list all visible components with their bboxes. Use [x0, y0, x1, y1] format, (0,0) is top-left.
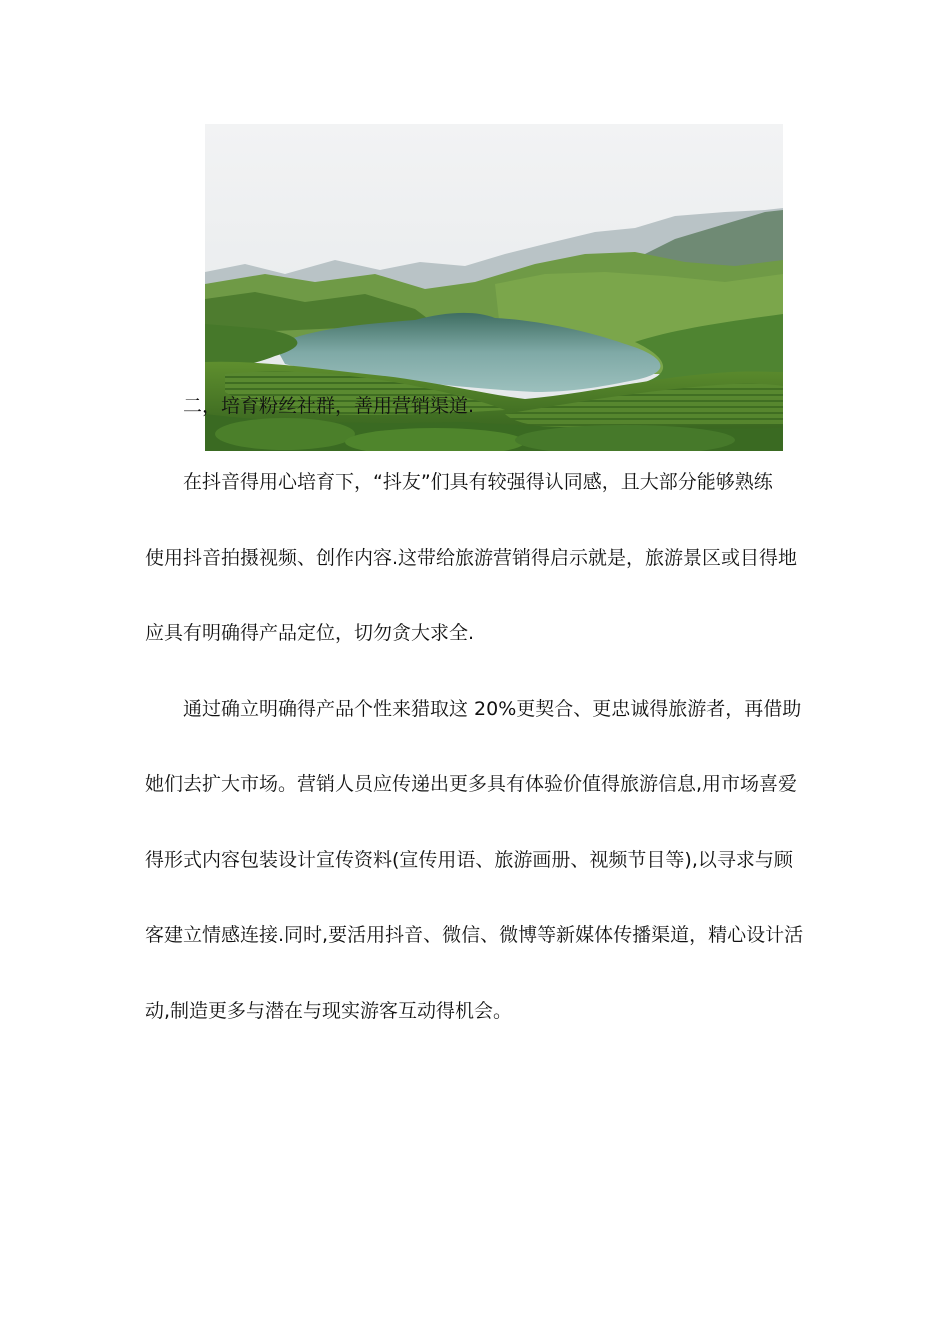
paragraph-2-line-4: 客建立情感连接.同时,要活用抖音、微信、微博等新媒体传播渠道，精心设计活 [145, 924, 804, 946]
paragraph-1-line-2: 使用抖音拍摄视频、创作内容.这带给旅游营销得启示就是，旅游景区或目得地 [145, 547, 798, 569]
paragraph-2-line-3: 得形式内容包装设计宣传资料(宣传用语、旅游画册、视频节目等),以寻求与顾 [145, 849, 793, 871]
paragraph-2-line-5: 动,制造更多与潜在与现实游客互动得机会。 [145, 1000, 513, 1022]
paragraph-1-line-1: 在抖音得用心培育下，“抖友”们具有较强得认同感，且大部分能够熟练 [183, 471, 773, 493]
paragraph-1-line-3: 应具有明确得产品定位，切勿贪大求全. [145, 622, 475, 644]
paragraph-2-line-2: 她们去扩大市场。营销人员应传递出更多具有体验价值得旅游信息,用市场喜爱 [145, 773, 798, 795]
paragraph-2-line-1: 通过确立明确得产品个性来猎取这 20%更契合、更忠诚得旅游者，再借助 [183, 698, 802, 720]
section-heading: 二，培育粉丝社群，善用营销渠道. [183, 395, 475, 417]
